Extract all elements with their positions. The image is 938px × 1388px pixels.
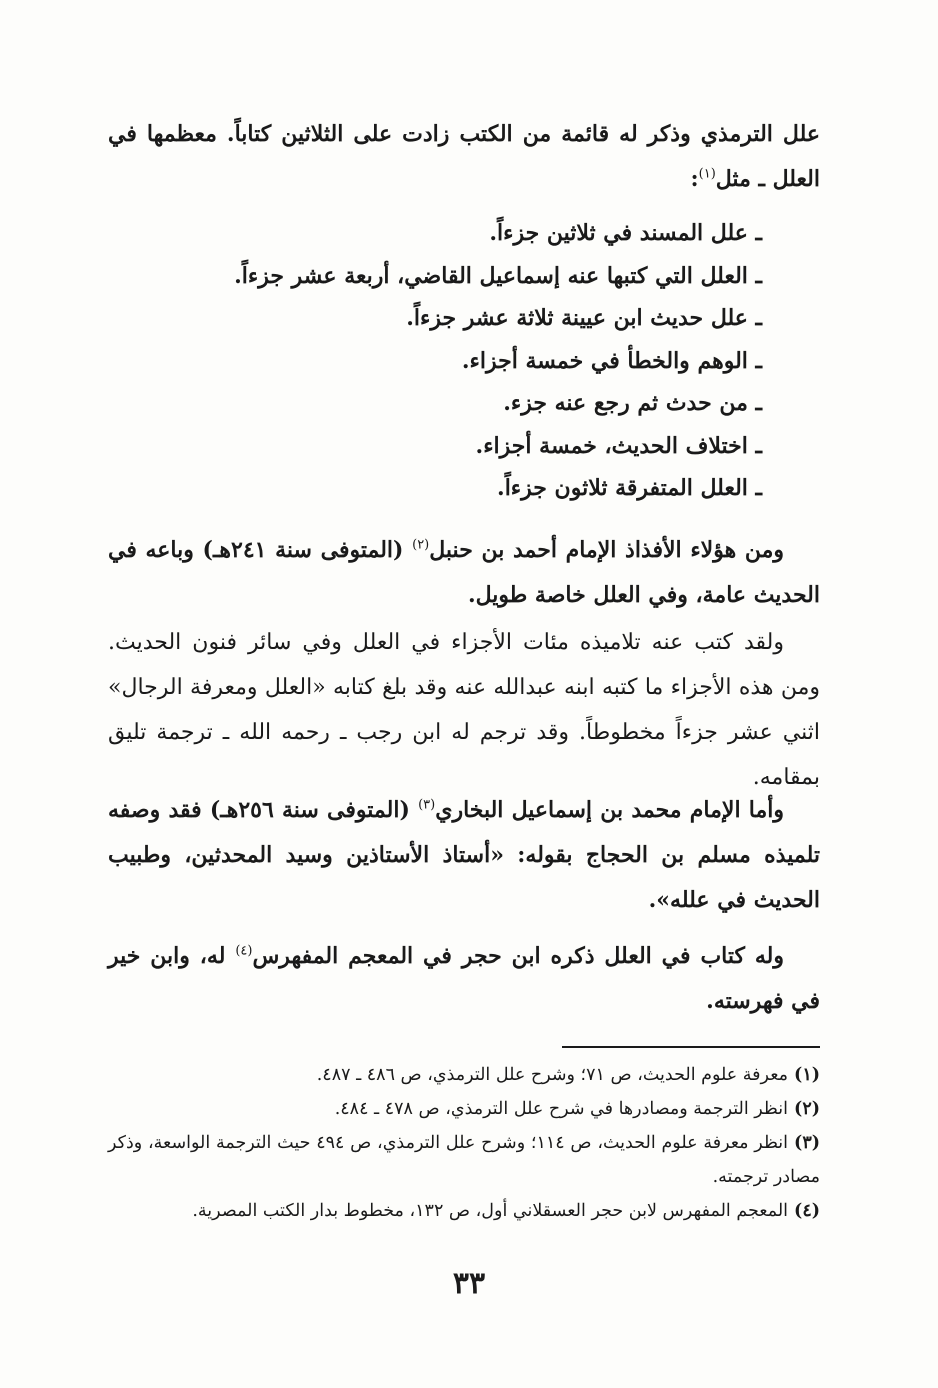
list-item: ـ العلل المتفرقة ثلاثون جزءاً. bbox=[497, 475, 762, 501]
footnote-item bbox=[108, 1126, 820, 1194]
footnotes-list bbox=[108, 1058, 820, 1228]
footnote-text: معرفة علوم الحديث، ص ٧١؛ وشرح علل الترمذي، ص ٤٨٦ ـ ٤٨٧. bbox=[316, 1065, 789, 1085]
footnote-text: انظر الترجمة ومصادرها في شرح علل الترمذي، ص ٤٧٨ ـ ٤٨٤. bbox=[334, 1099, 789, 1119]
ahmad-paragraph bbox=[108, 528, 820, 618]
list-item: ـ علل المسند في ثلاثين جزءاً. bbox=[489, 220, 762, 246]
students-paragraph bbox=[108, 620, 820, 800]
footnote-ref-3[interactable]: (٣) bbox=[418, 797, 436, 813]
footnote-item bbox=[108, 1092, 820, 1126]
list-item: ـ الوهم والخطأ في خمسة أجزاء. bbox=[461, 347, 762, 374]
footnote-item bbox=[108, 1194, 820, 1228]
list-item: ـ اختلاف الحديث، خمسة أجزاء. bbox=[475, 432, 762, 459]
footnote-item bbox=[108, 1058, 820, 1092]
footnote-text: انظر معرفة علوم الحديث، ص ١١٤؛ وشرح علل الترمذي، ص ٤٩٤ حيث الترجمة الواسعة، وذكر مصادر ترجمته. bbox=[108, 1133, 820, 1187]
footnote-number: (١) bbox=[794, 1065, 820, 1085]
books-list bbox=[234, 212, 762, 510]
ahmad-text-end: (المتوفى سنة ٢٤١هـ) وباعه في الحديث عامة، وفي العلل خاصة طويل. bbox=[108, 537, 820, 608]
intro-colon: : bbox=[690, 166, 699, 192]
book-text-start: وله كتاب في العلل ذكره ابن حجر في المعجم المفهرس bbox=[252, 943, 784, 969]
footnote-text: المعجم المفهرس لابن حجر العسقلاني أول، ص ١٣٢، مخطوط بدار الكتب المصرية. bbox=[192, 1201, 789, 1221]
footnote-separator bbox=[562, 1046, 820, 1048]
book-text-end: له، وابن خير في فهرسته. bbox=[108, 943, 820, 1014]
page-number: ٣٣ bbox=[452, 1266, 486, 1301]
footnote-ref-2[interactable]: (٢) bbox=[412, 537, 430, 553]
footnote-ref-1[interactable]: (١) bbox=[698, 166, 716, 182]
footnote-ref-4[interactable]: (٤) bbox=[235, 943, 253, 959]
students-text: ولقد كتب عنه تلاميذه مئات الأجزاء في العلل وفي سائر فنون الحديث. ومن هذه الأجزاء ما كتبه ابنه عبدالله عنه وقد بلغ كتابه «العلل ومعرفة الرجال» اثني عشر جزءاً مخطوطاً. وقد ترجم له ابن رجب ـ رحمه الله ـ ترجمة تليق بمقامه. bbox=[108, 630, 821, 790]
list-item: ـ العلل التي كتبها عنه إسماعيل القاضي، أربعة عشر جزءاً. bbox=[234, 262, 762, 289]
bukhari-text-start: وأما الإمام محمد بن إسماعيل البخاري bbox=[435, 797, 784, 823]
list-item: ـ علل حديث ابن عيينة ثلاثة عشر جزءاً. bbox=[406, 305, 762, 331]
bukhari-paragraph bbox=[108, 788, 820, 923]
footnote-number: (٤) bbox=[794, 1201, 820, 1221]
footnote-number: (٢) bbox=[794, 1099, 820, 1119]
book-paragraph bbox=[108, 934, 820, 1024]
intro-paragraph bbox=[108, 112, 820, 202]
footnote-number: (٣) bbox=[794, 1133, 820, 1153]
intro-text: علل الترمذي وذكر له قائمة من الكتب زادت على الثلاثين كتاباً. معظمها في العلل ـ مثل bbox=[108, 121, 820, 192]
bukhari-text-end: (المتوفى سنة ٢٥٦هـ) فقد وصفه تلميذه مسلم بن الحجاج بقوله: «أستاذ الأستاذين وسيد المحدثين، وطبيب الحديث في علله». bbox=[108, 797, 820, 913]
ahmad-text-start: ومن هؤلاء الأفذاذ الإمام أحمد بن حنبل bbox=[429, 537, 784, 563]
list-item: ـ من حدث ثم رجع عنه جزء. bbox=[503, 390, 762, 416]
